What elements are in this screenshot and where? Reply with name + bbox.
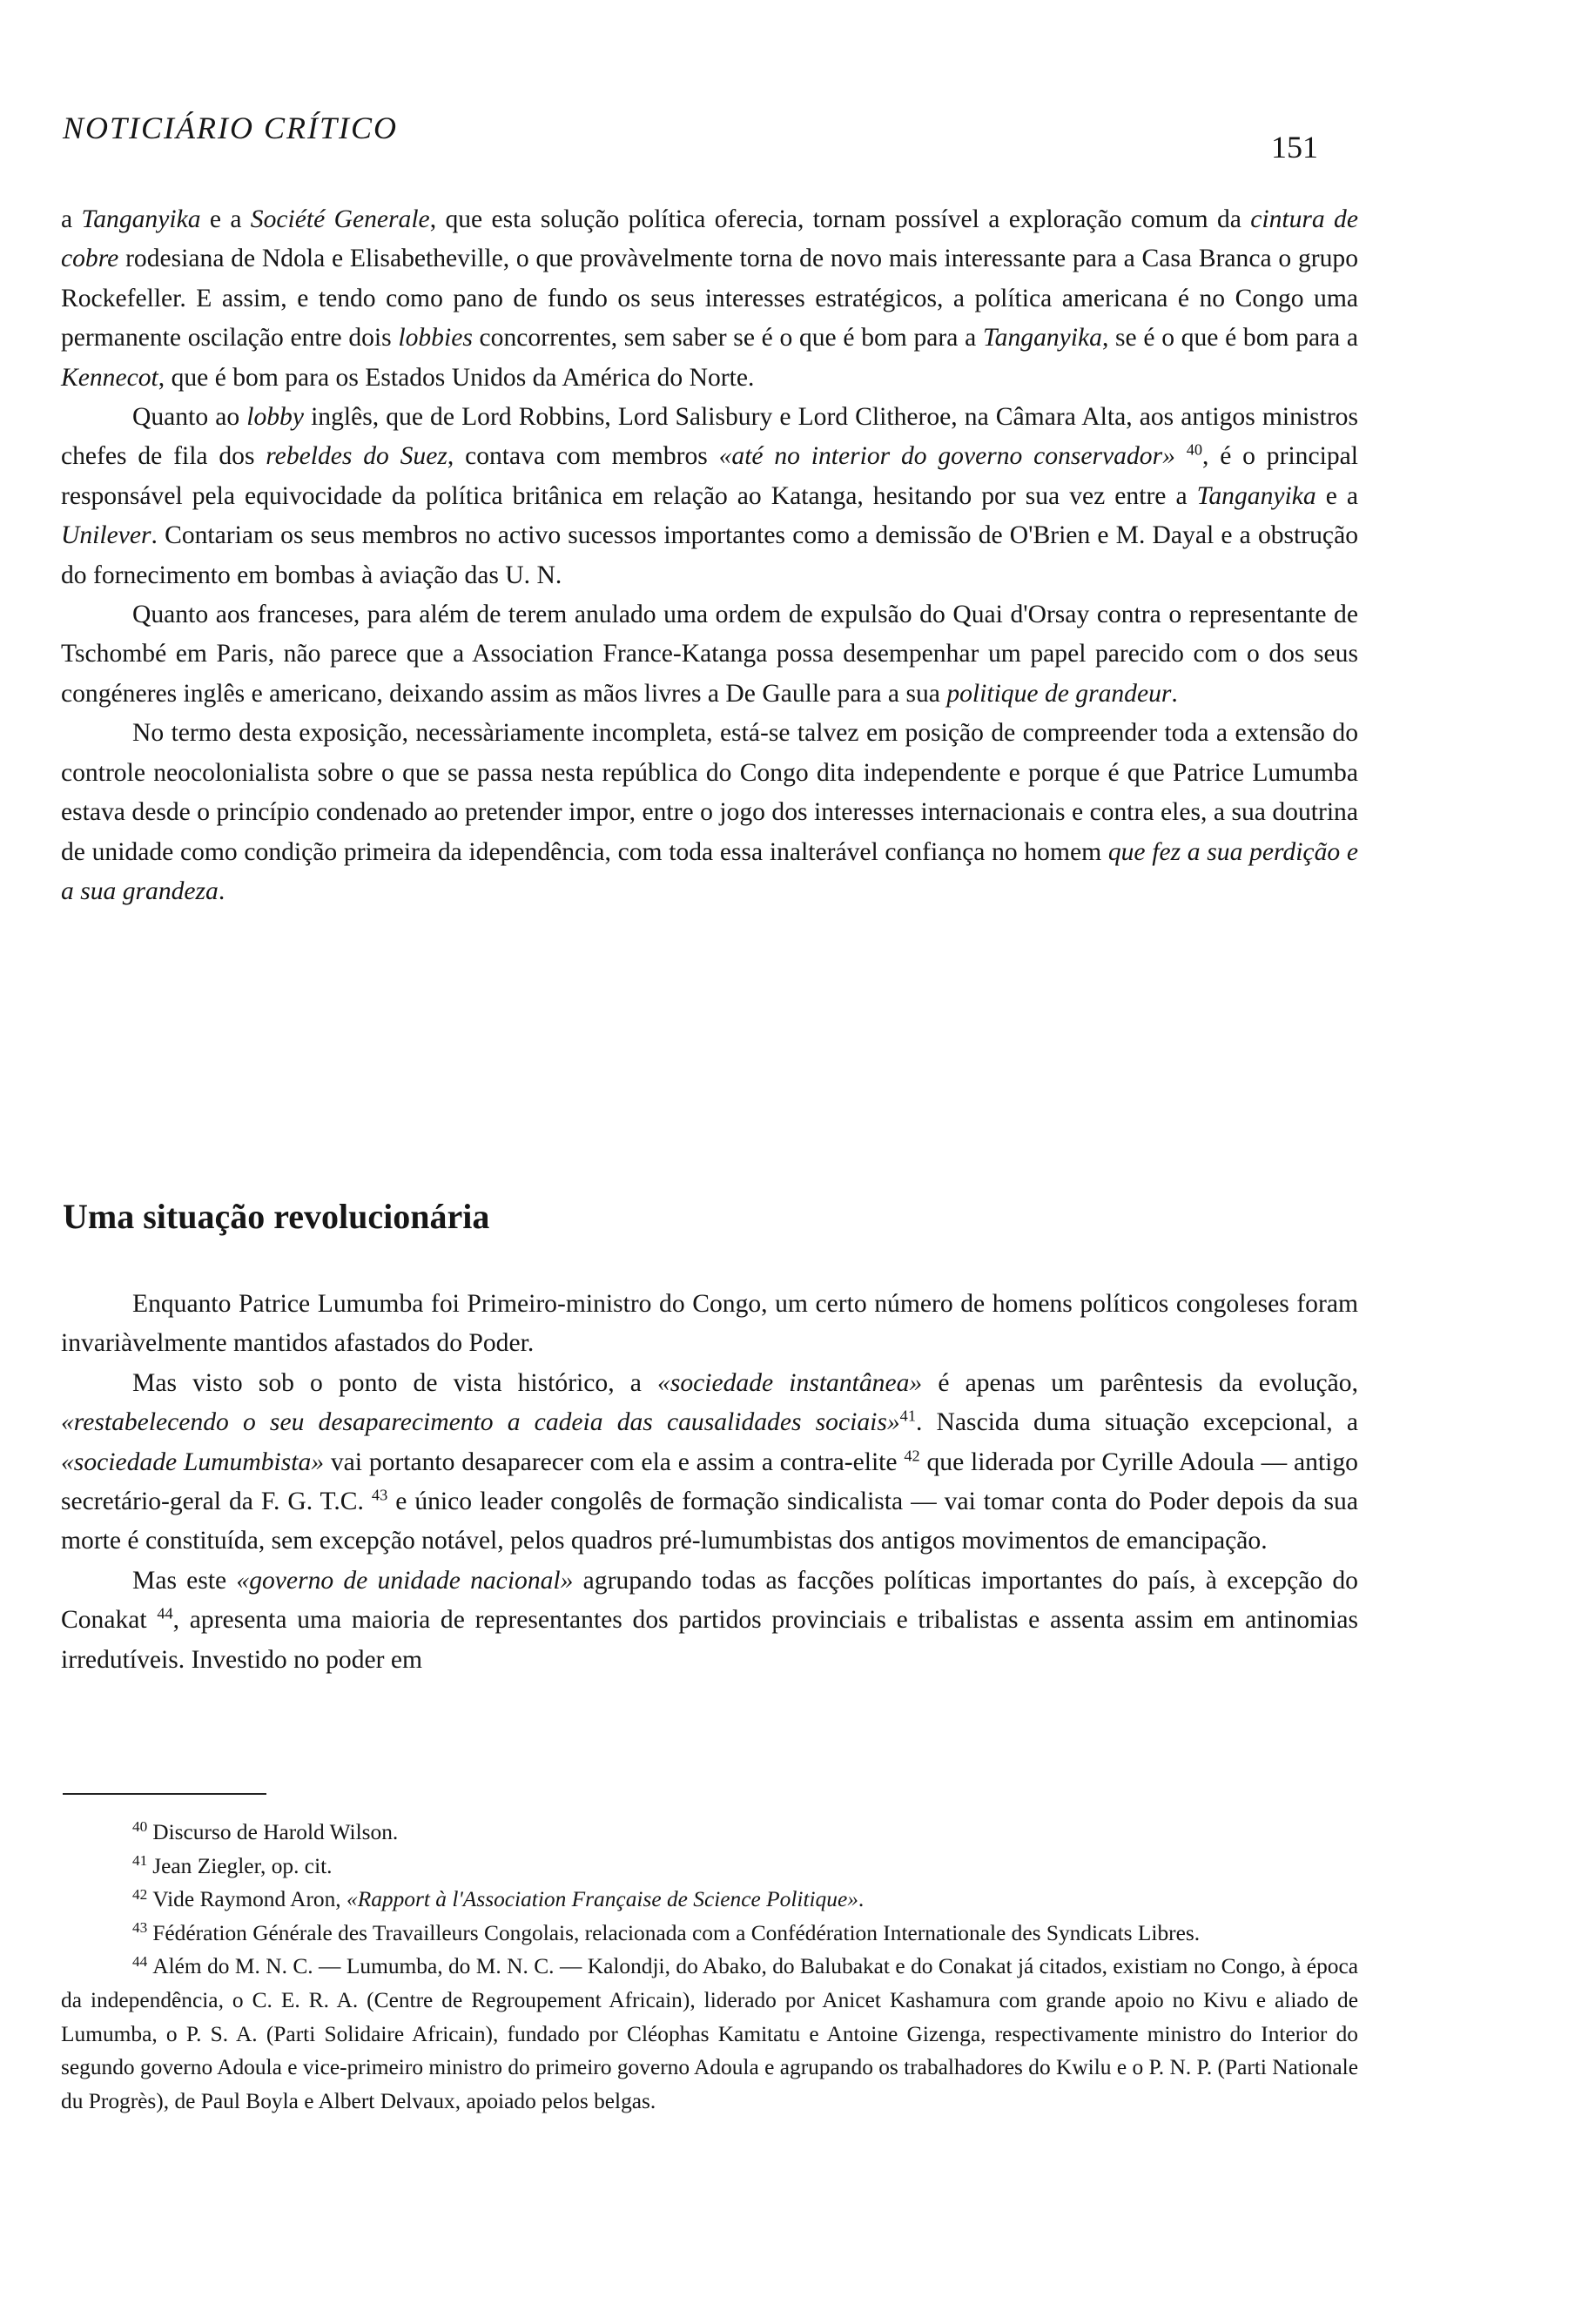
footnote-divider: [63, 1793, 266, 1795]
running-head: NOTICIÁRIO CRÍTICO: [63, 111, 398, 145]
italic-text: cintura de cobre: [61, 205, 1358, 273]
italic-text: Tanganyika: [982, 324, 1102, 353]
text-run: , que é bom para os Estados Unidos da América do Norte.: [158, 363, 755, 392]
text-run: Quanto aos franceses, para além de terem anulado uma ordem de expulsão do Quai d'Orsay contra o representante de Tschombé em Paris, não parece que a Association France-Katanga possa desempenhar um papel parecido com o dos seus congéneres inglês e americano, deixando assim as mãos livres a De Gaulle para a sua: [61, 601, 1358, 708]
paragraph: [61, 714, 1358, 911]
body-text-top: [61, 200, 1358, 911]
text-run: [1175, 442, 1187, 470]
text-run: .: [858, 1887, 865, 1912]
footnote: [61, 1850, 1358, 1884]
paragraph: [61, 1364, 1358, 1562]
italic-text: Société Generale: [250, 205, 430, 233]
page-number: 151: [1271, 130, 1318, 165]
text-run: vai portanto desaparecer com ela e assim a contra-elite: [324, 1447, 905, 1476]
text-run: . Contariam os seus membros no activo sucessos importantes como a demissão de O'Brien e M. Dayal e a obstrução do fornecimento em bombas à aviação das U. N.: [61, 521, 1358, 589]
italic-text: Tanganyika: [1196, 481, 1316, 510]
text-run: Fédération Générale des Travailleurs Congolais, relacionada com a Confédération Internationale des Syndicats Libres.: [152, 1920, 1201, 1945]
section-heading: Uma situação revolucionária: [63, 1197, 490, 1236]
paragraph: [61, 200, 1358, 398]
footnote-reference: 44: [157, 1604, 173, 1622]
footnote-number: 42: [132, 1885, 148, 1903]
text-run: , apresenta uma maioria de representantes dos partidos provinciais e tribalistas e assenta assim em antinomias irredutíveis. Investido no poder em: [61, 1606, 1358, 1674]
italic-text: Unilever: [61, 521, 151, 550]
footnote-number: 41: [132, 1851, 148, 1869]
text-run: Mas visto sob o ponto de vista histórico, a: [132, 1368, 658, 1397]
footnote-number: 43: [132, 1919, 148, 1937]
footnote-number: 40: [132, 1818, 148, 1836]
italic-text: «sociedade Lumumbista»: [61, 1447, 325, 1476]
text-run: Discurso de Harold Wilson.: [152, 1820, 399, 1844]
text-run: Enquanto Patrice Lumumba foi Primeiro-ministro do Congo, um certo número de homens políticos congoleses foram invariàvelmente mantidos afastados do Poder.: [61, 1290, 1358, 1358]
text-run: Além do M. N. C. — Lumumba, do M. N. C. — Kalondji, do Abako, do Balubakat e do Conakat já citados, existiam no Congo, à época da independência, o C. E. R. A. (Centre de Regroupement Africain), liderado por Anicet Kashamura com grande apoio no Kivu e aliado de Lumumba, o P. S. A. (Parti Solidaire Africain), fundado por Cléophas Kamitatu e Antoine Gizenga, respectivamente ministro do Interior do segundo governo Adoula e vice-primeiro ministro do primeiro governo Adoula e agrupando os trabalhadores do Kwilu e o P. N. P. (Parti Nationale du Progrès), de Paul Boyla e Albert Delvaux, apoiado pelos belgas.: [61, 1954, 1358, 2113]
italic-text: «até no interior do governo conservador»: [718, 442, 1175, 471]
footnote: [61, 1950, 1358, 2118]
italic-text: lobbies: [398, 324, 473, 353]
italic-text: «Rapport à l'Association Française de Science Politique»: [347, 1887, 858, 1912]
footnote-reference: 40: [1186, 440, 1203, 459]
text-run: , é o principal responsável pela equivocidade da política britânica em relação ao Katanga, hesitando por sua vez entre a: [61, 442, 1358, 510]
paragraph: [61, 595, 1358, 714]
text-run: é apenas um parêntesis da evolução,: [922, 1368, 1358, 1397]
paragraph: [61, 1562, 1358, 1680]
italic-text: que fez a sua perdição e a sua grandeza: [61, 837, 1358, 905]
text-run: inglês, que de Lord Robbins, Lord Salisbury e Lord Clitheroe, na Câmara Alta, aos antigos ministros chefes de fila dos: [61, 403, 1358, 471]
body-text-section: [61, 1285, 1358, 1680]
italic-text: politique de grandeur: [946, 679, 1172, 708]
text-run: rodesiana de Ndola e Elisabetheville, o que provàvelmente torna de novo mais interessante para a Casa Branca o grupo Rockefeller. E assim, e tendo como pano de fundo os seus interesses estratégicos, a política americana é no Congo uma permanente oscilação entre dois: [61, 245, 1358, 353]
italic-text: Kennecot: [61, 363, 158, 392]
text-run: Jean Ziegler, op. cit.: [152, 1853, 333, 1878]
italic-text: lobby: [246, 403, 304, 432]
text-run: .: [1171, 679, 1178, 708]
text-run: e a: [1315, 481, 1358, 510]
footnote-reference: 41: [899, 1407, 916, 1425]
footnote: [61, 1816, 1358, 1850]
italic-text: rebeldes do Suez: [266, 442, 447, 471]
text-run: , que esta solução política oferecia, tornam possível a exploração comum da: [429, 205, 1251, 233]
italic-text: Tanganyika: [81, 205, 201, 233]
italic-text: «governo de unidade nacional»: [236, 1566, 574, 1595]
text-run: e único leader congolês de formação sindicalista — vai tomar conta do Poder depois da sua morte é constituída, sem excepção notável, pelos quadros pré-lumumbistas dos antigos movimentos de emancipação.: [61, 1488, 1358, 1555]
footnote-reference: 42: [904, 1446, 920, 1464]
text-run: e a: [200, 205, 251, 233]
text-run: agrupando todas as facções políticas importantes do país, à excepção do Conakat: [61, 1566, 1358, 1635]
text-run: a: [61, 205, 82, 233]
text-run: Quanto ao: [132, 403, 247, 432]
italic-text: «restabelecendo o seu desaparecimento a cadeia das causalidades sociais»: [61, 1408, 900, 1437]
text-run: .: [218, 877, 225, 905]
text-run: Vide Raymond Aron,: [152, 1887, 347, 1912]
text-run: concorrentes, sem saber se é o que é bom para a: [472, 324, 983, 353]
text-run: , se é o que é bom para a: [1101, 324, 1358, 353]
footnote-reference: 43: [371, 1486, 388, 1504]
italic-text: «sociedade instantânea»: [657, 1368, 923, 1397]
footnote: [61, 1883, 1358, 1917]
text-run: No termo desta exposição, necessàriamente incompleta, está-se talvez em posição de compreender toda a extensão do controle neocolonialista sobre o que se passa nesta república do Congo dita independente e porque é que Patrice Lumumba estava desde o princípio condenado ao pretender impor, entre o jogo dos interesses internacionais e contra eles, a sua doutrina de unidade como condição primeira da idependência, com toda essa inalterável confiança no homem: [61, 719, 1358, 866]
text-run: Mas este: [132, 1566, 237, 1595]
text-run: , contava com membros: [447, 442, 719, 471]
paragraph: [61, 398, 1358, 595]
footnote: [61, 1917, 1358, 1951]
footnotes: [61, 1816, 1358, 2118]
paragraph: [61, 1285, 1358, 1364]
text-run: . Nascida duma situação excepcional, a: [916, 1408, 1358, 1437]
text-run: que liderada por Cyrille Adoula — antigo secretário-geral da F. G. T.C.: [61, 1447, 1358, 1516]
footnote-number: 44: [132, 1952, 148, 1970]
